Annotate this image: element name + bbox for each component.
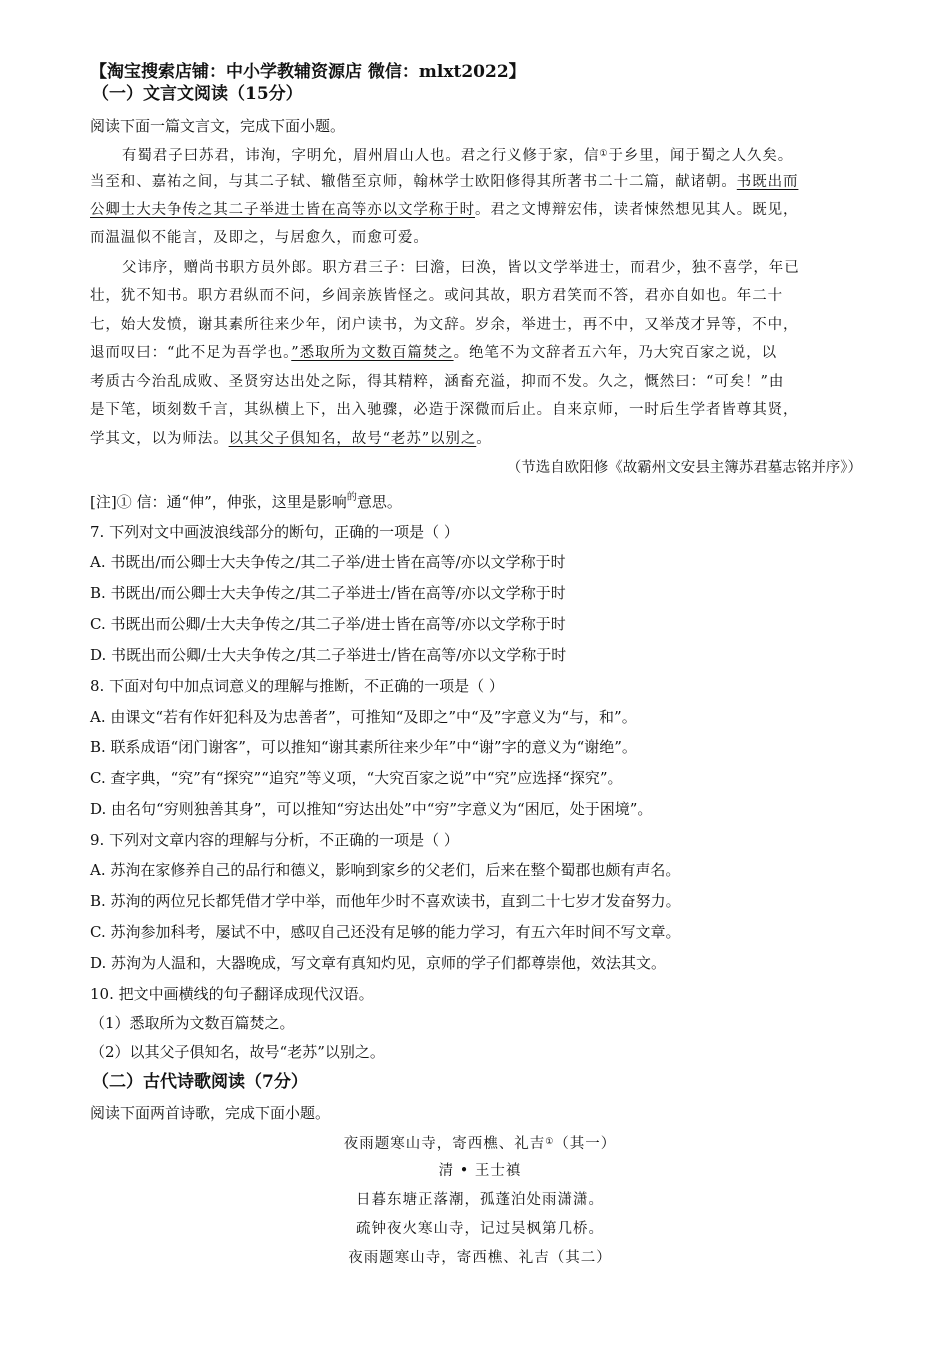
- question-9-option-c: C. 苏洵参加科考，屡试不中，感叹自己还没有足够的能力学习，有五六年时间不写文章。: [90, 923, 681, 941]
- question-9: 9. 下列对文章内容的理解与分析，不正确的一项是（ ）: [90, 831, 459, 849]
- wavy-line-sentence-part2: 公卿士大夫争传之其二子举进士皆在高等亦以文学称于时: [90, 202, 475, 218]
- footnote-marker: ①: [599, 149, 609, 159]
- poem1-title: 夜雨题寒山寺，寄西樵、礼吉①（其一）: [343, 1136, 617, 1152]
- passage-line-1: 有蜀君子曰苏君，讳洵，字明允，眉州眉山人也。君之行义修于家，信①于乡里，闻于蜀之人久矣。: [122, 148, 794, 164]
- poem1-line-2: 疏钟夜火寒山寺，记过吴枫第几桥。: [356, 1221, 604, 1237]
- poem2-title: 夜雨题寒山寺，寄西樵、礼吉（其二）: [348, 1250, 612, 1266]
- question-7-option-d: D. 书既出而公卿/士大夫争传之/其二子举进士/皆在高等/亦以文学称于时: [90, 646, 567, 664]
- passage-line-4: 而温温似不能言，及即之，与居愈久，而愈可爱。: [90, 230, 429, 246]
- question-10-item-1: （1）悉取所为文数百篇焚之。: [90, 1014, 295, 1032]
- passage-line-6: 壮，犹不知书。职方君纵而不问，乡闾亲族皆怪之。或问其故，职方君笑而不答，君亦自如也。年二十: [90, 288, 783, 304]
- question-10: 10. 把文中画横线的句子翻译成现代汉语。: [90, 985, 374, 1003]
- question-7-option-c: C. 书既出而公卿/士大夫争传之/其二子举/进士皆在高等/亦以文学称于时: [90, 615, 566, 633]
- poem-author: 清 • 王士禛: [438, 1163, 522, 1179]
- underlined-sentence-2: 以其父子俱知名，故号“老苏”以别之: [228, 431, 477, 447]
- question-8-option-a: A. 由课文“若有作奸犯科及为忠善者”，可推知“及即之”中“及”字意义为“与，和”。: [90, 708, 637, 726]
- question-10-item-2: （2）以其父子俱知名，故号“老苏”以别之。: [90, 1043, 385, 1061]
- question-9-option-b: B. 苏洵的两位兄长都凭借才学中举，而他年少时不喜欢读书，直到二十七岁才发奋努力。: [90, 892, 681, 910]
- passage-line-11: 学其文，以为师法。以其父子俱知名，故号“老苏”以别之。: [90, 431, 492, 447]
- question-8-option-b: B. 联系成语“闭门谢客”，可以推知“谢其素所往来少年”中“谢”字的意义为“谢绝”。: [90, 738, 637, 756]
- question-8: 8. 下面对句中加点词意义的理解与推断，不正确的一项是（ ）: [90, 677, 504, 695]
- passage-line-5: 父讳序，赠尚书职方员外郎。职方君三子：曰澹，曰涣，皆以文学举进士，而君少，独不喜学，年已: [122, 260, 800, 276]
- question-7-option-b: B. 书既出/而公卿士大夫争传之/其二子举进士/皆在高等/亦以文学称于时: [90, 584, 566, 602]
- question-7-option-a: A. 书既出/而公卿士大夫争传之/其二子举/进士皆在高等/亦以文学称于时: [90, 553, 566, 571]
- passage-line-2: 当至和、嘉祐之间，与其二子轼、辙偕至京师，翰林学士欧阳修得其所著书二十二篇，献诸朝。书既出而: [90, 174, 799, 190]
- section1-instruction: 阅读下面一篇文言文，完成下面小题。: [90, 117, 346, 135]
- passage-line-7: 七，始大发愤，谢其素所往来少年，闭户读书，为文辞。岁余，举进士，再不中，又举茂才异等，不中，: [90, 317, 799, 333]
- passage-line-3: 公卿士大夫争传之其二子举进士皆在高等亦以文学称于时。君之文博辩宏伟，读者悚然想见其人。既见，: [90, 202, 799, 218]
- section2-instruction: 阅读下面两首诗歌，完成下面小题。: [90, 1104, 331, 1122]
- shop-note-header: 【淘宝搜索店铺：中小学教辅资源店 微信：mlxt2022】: [90, 62, 526, 82]
- question-8-option-c: C. 查字典，“究”有“探究”“追究”等义项，“大究百家之说”中“究”应选择“探究”。: [90, 769, 623, 787]
- question-9-option-d: D. 苏洵为人温和，大器晚成，写文章有真知灼见，京师的学子们都尊崇他，效法其文。: [90, 954, 667, 972]
- poem-footnote-marker: ①: [545, 1137, 555, 1147]
- question-7: 7. 下列对文中画波浪线部分的断句，正确的一项是（ ）: [90, 523, 459, 541]
- underlined-sentence-1: ”悉取所为文数百篇焚之: [291, 345, 454, 361]
- question-8-option-d: D. 由名句“穷则独善其身”，可以推知“穷达出处”中“穷”字意义为“困厄，处于困境”。: [90, 800, 653, 818]
- poem1-line-1: 日暮东塘正落潮，孤蓬泊处雨潇潇。: [356, 1192, 604, 1208]
- section2-title: （二）古代诗歌阅读（7分）: [92, 1072, 308, 1092]
- question-9-option-a: A. 苏洵在家修养自己的品行和德义，影响到家乡的父老们，后来在整个蜀郡也颇有声名。: [90, 861, 681, 879]
- section1-title: （一）文言文阅读（15分）: [92, 84, 303, 104]
- passage-line-9: 考质古今治乱成败、圣贤穷达出处之际，得其精粹，涵畜充溢，抑而不发。久之，慨然曰：“可矣！”由: [90, 374, 785, 390]
- passage-line-10: 是下笔，顷刻数千言，其纵横上下，出入驰骤，必造于深微而后止。自来京师，一时后生学者皆尊其贤，: [90, 402, 799, 418]
- passage-footnote: [注]① 信：通“伸”，伸张，这里是影响$^的$意思。: [90, 492, 402, 511]
- passage-source: （节选自欧阳修《故霸州文安县主簿苏君墓志铭并序》）: [506, 460, 862, 476]
- passage-line-8: 退而叹曰：“此不足为吾学也。”悉取所为文数百篇焚之。绝笔不为文辞者五六年，乃大究百家之说，以: [90, 345, 777, 361]
- wavy-line-sentence-part1: 书既出而: [736, 174, 799, 190]
